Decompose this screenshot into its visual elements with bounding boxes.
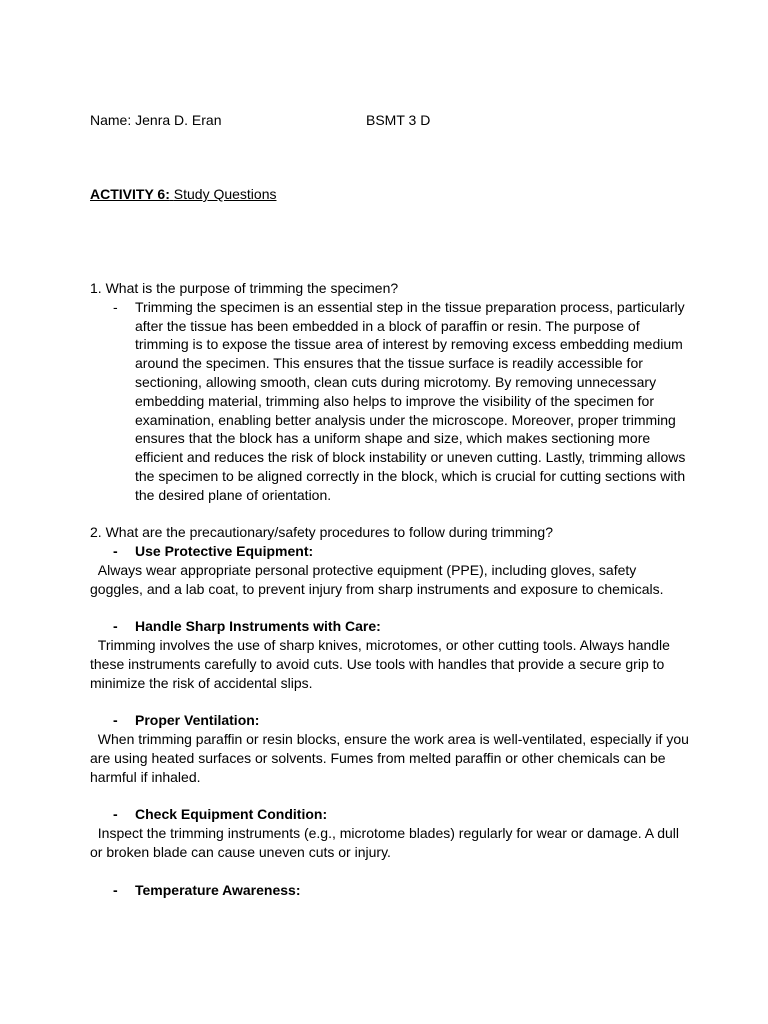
student-name: Name: Jenra D. Eran <box>90 112 222 128</box>
activity-subtitle: Study Questions <box>173 186 277 202</box>
safety-heading-3-text: Proper Ventilation: <box>135 712 260 729</box>
bullet-dash: - <box>113 543 118 560</box>
safety-heading-2 <box>90 617 690 636</box>
bullet-dash: - <box>113 712 118 729</box>
safety-body-1 <box>90 561 690 599</box>
activity-label: ACTIVITY 6: <box>90 186 170 202</box>
safety-body-4-text: Inspect the trimming instruments (e.g., microtome blades) regularly for wear or damage. A dull or broken blade can cause uneven cuts or injury. <box>90 825 680 860</box>
safety-body-1-text: Always wear appropriate personal protective equipment (PPE), including gloves, safety goggles, and a lab coat, to prevent injury from sharp instruments and exposure to chemicals. <box>90 561 664 597</box>
answer-1 <box>90 298 690 505</box>
safety-body-3-text: When trimming paraffin or resin blocks, ensure the work area is well-ventilated, especially if you are using heated surfaces or solvents. Fumes from melted paraffin or other chemicals can be harmful if inhaled. <box>90 731 689 785</box>
bullet-dash: - <box>113 298 118 315</box>
safety-body-2 <box>90 636 690 692</box>
question-1: 1. What is the purpose of trimming the specimen? <box>90 280 399 296</box>
safety-heading-4 <box>90 805 690 824</box>
safety-body-3 <box>90 730 690 786</box>
safety-heading-5-text: Temperature Awareness: <box>135 881 301 898</box>
document-content <box>90 279 690 899</box>
safety-heading-5 <box>90 881 690 900</box>
safety-heading-4-text: Check Equipment Condition: <box>135 806 328 823</box>
header-row <box>90 111 690 131</box>
safety-body-2-text: Trimming involves the use of sharp knives, microtomes, or other cutting tools. Always handle these instruments carefully to avoid cuts. Use tools with handles that provide a secure grip to minimize the risk of accidental slips. <box>90 637 670 691</box>
class-section: BSMT 3 D <box>366 112 431 128</box>
safety-heading-1-text: Use Protective Equipment: <box>135 543 314 560</box>
bullet-dash: - <box>113 618 118 635</box>
activity-title <box>90 185 277 204</box>
bullet-dash: - <box>113 806 118 823</box>
question-2: 2. What are the precautionary/safety procedures to follow during trimming? <box>90 524 554 541</box>
safety-heading-2-text: Handle Sharp Instruments with Care: <box>135 618 381 635</box>
bullet-dash: - <box>113 881 118 898</box>
safety-body-4 <box>90 824 690 862</box>
answer-1-text: Trimming the specimen is an essential step in the tissue preparation process, particularly after the tissue has been embedded in a block of paraffin or resin. The purpose of trimming is to expose the tissue area of interest by removing excess embedding medium around the specimen. This ensures that the tissue surface is readily accessible for sectioning, allowing smooth, clean cuts during microtomy. By removing unnecessary embedding material, trimming also helps to improve the visibility of the specimen for examination, enabling better analysis under the microscope. Moreover, proper trimming ensures that the block has a uniform shape and size, which makes sectioning more efficient and reduces the risk of block instability or uneven cutting. Lastly, trimming allows the specimen to be aligned correctly in the block, which is crucial for cutting sections with the desired plane of orientation. <box>135 298 686 503</box>
safety-heading-3 <box>90 711 690 730</box>
safety-heading-1 <box>90 542 690 561</box>
